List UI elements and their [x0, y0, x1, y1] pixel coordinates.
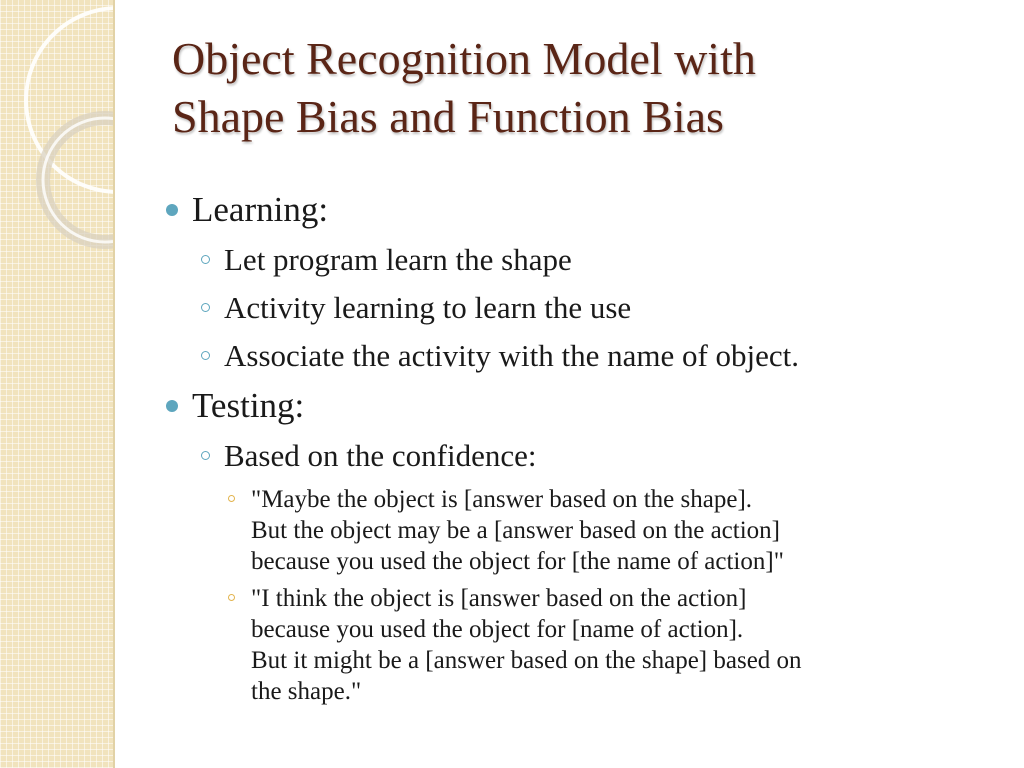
ring-bullet-icon: [201, 351, 210, 360]
slide-title-line-1: Object Recognition Model with: [172, 33, 756, 84]
sub-bullet-text: Let program learn the shape: [224, 242, 572, 277]
ring-bullet-icon: [201, 451, 210, 460]
slide-body: [160, 188, 1000, 713]
bullet-dot-icon: [166, 400, 178, 412]
quote-line: But the object may be a [answer based on the action]: [251, 517, 780, 544]
bullet-text: Testing:: [192, 386, 305, 425]
sub-bullet-text: Based on the confidence:: [224, 438, 537, 473]
sub-sub-bullet-maybe: [160, 484, 1000, 577]
bullet-learning: [160, 188, 1000, 232]
bullet-dot-icon: [166, 204, 178, 216]
sub-bullet-confidence: [160, 436, 1000, 476]
decorative-circles-icon: [0, 0, 113, 768]
sub-bullet-activity-learning: [160, 288, 1000, 328]
ring-bullet-icon: [201, 303, 210, 312]
sub-bullet-associate-activity: [160, 336, 1000, 376]
slide-title-line-2: Shape Bias and Function Bias: [172, 91, 724, 142]
sub-sub-bullet-i-think: [160, 583, 1000, 707]
bullet-text: Learning:: [192, 190, 329, 229]
quote-line: because you used the object for [the name of action]": [251, 548, 784, 575]
ring-bullet-icon: [201, 255, 210, 264]
quote-line: "Maybe the object is [answer based on the shape].: [251, 486, 753, 513]
sub-bullet-learn-shape: [160, 240, 1000, 280]
quote-line: the shape.": [251, 678, 362, 705]
small-ring-bullet-icon: [228, 594, 235, 601]
quote-line: But it might be a [answer based on the shape] based on: [251, 647, 802, 674]
quote-line: because you used the object for [name of action].: [251, 616, 744, 643]
sidebar-divider: [113, 0, 115, 768]
sub-bullet-text: Activity learning to learn the use: [224, 290, 632, 325]
sub-bullet-text: Associate the activity with the name of object.: [224, 338, 800, 373]
bullet-testing: [160, 384, 1000, 428]
decorative-sidebar: [0, 0, 113, 768]
small-ring-bullet-icon: [228, 495, 235, 502]
quote-line: "I think the object is [answer based on the action]: [251, 585, 747, 612]
slide-title: [172, 30, 992, 146]
